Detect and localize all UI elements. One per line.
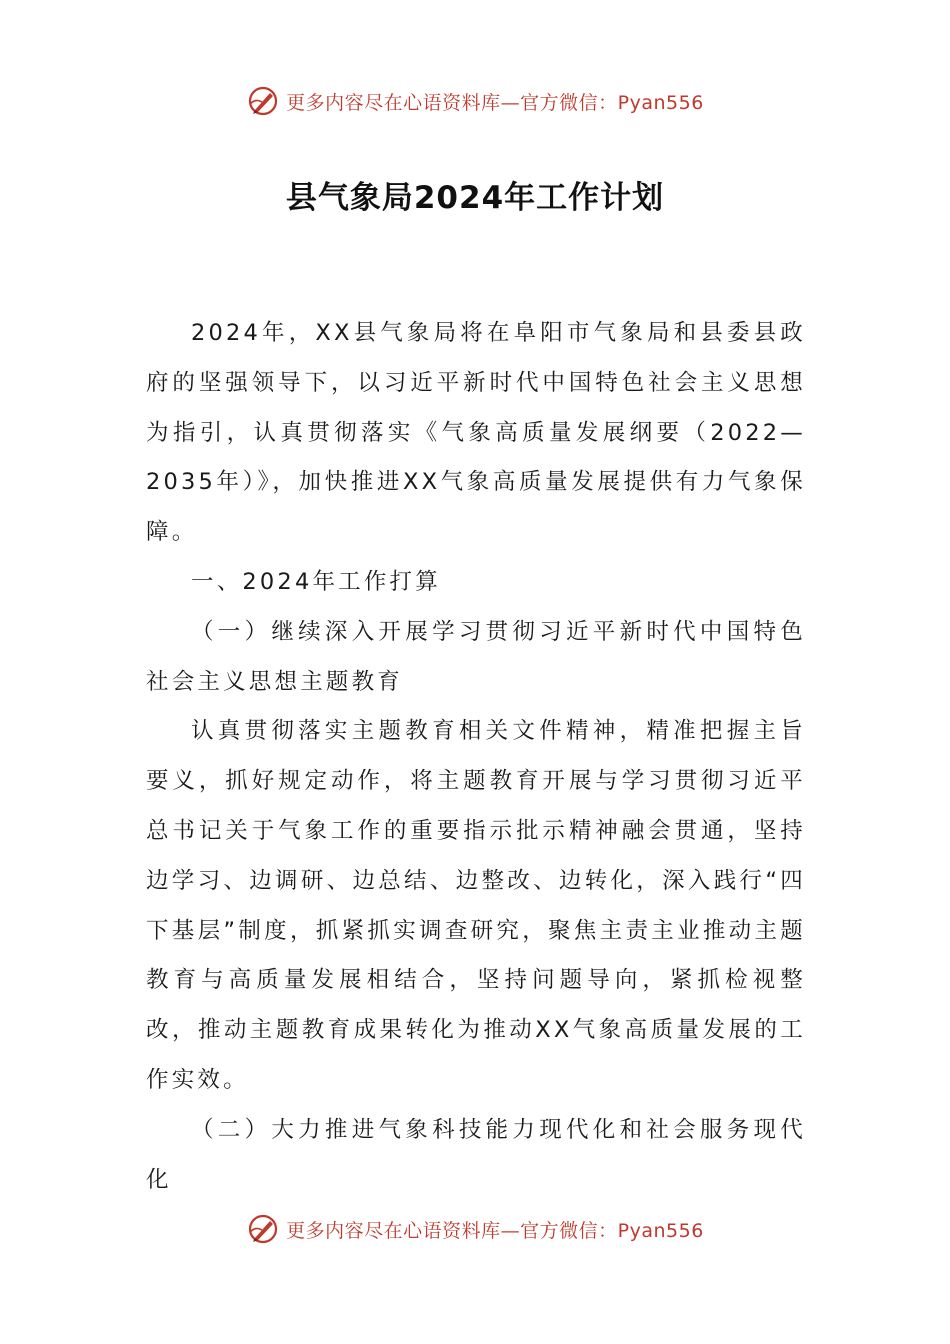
watermark-text: 更多内容尽在心语资料库—官方微信：Pyan556 xyxy=(286,91,704,114)
watermark-text: 更多内容尽在心语资料库—官方微信：Pyan556 xyxy=(286,1219,704,1242)
pen-logo-icon xyxy=(246,84,280,118)
pen-logo-icon xyxy=(246,1212,280,1246)
header-watermark xyxy=(0,84,950,118)
document-body xyxy=(146,309,806,1205)
footer-watermark xyxy=(0,1212,950,1246)
paragraph-body: 认真贯彻落实主题教育相关文件精神，精准把握主旨要义，抓好规定动作，将主题教育开展与学习贯彻习近平总书记关于气象工作的重要指示批示精神融会贯通，坚持边学习、边调研、边总结、边整改、边转化，深入践行“四下基层”制度，抓紧抓实调查研究，聚焦主责主业推动主题教育与高质量发展相结合，坚持问题导向，紧抓检视整改，推动主题教育成果转化为推动XX气象高质量发展的工作实效。 xyxy=(146,718,806,1093)
document-title: 县气象局2024年工作计划 xyxy=(285,180,665,216)
paragraph-intro: 2024年，XX县气象局将在阜阳市气象局和县委县政府的坚强领导下，以习近平新时代中国特色社会主义思想为指引，认真贯彻落实《气象高质量发展纲要（2022—2035年）》，加快推进XX气象高质量发展提供有力气象保障。 xyxy=(146,320,806,546)
subsection-heading-2: （二）大力推进气象科技能力现代化和社会服务现代化 xyxy=(146,1116,806,1193)
section-heading: 一、2024年工作打算 xyxy=(191,568,441,595)
watermark-contact: Pyan556 xyxy=(617,91,704,114)
subsection-heading-1: （一）继续深入开展学习贯彻习近平新时代中国特色社会主义思想主题教育 xyxy=(146,618,806,695)
watermark-contact: Pyan556 xyxy=(617,1219,704,1242)
